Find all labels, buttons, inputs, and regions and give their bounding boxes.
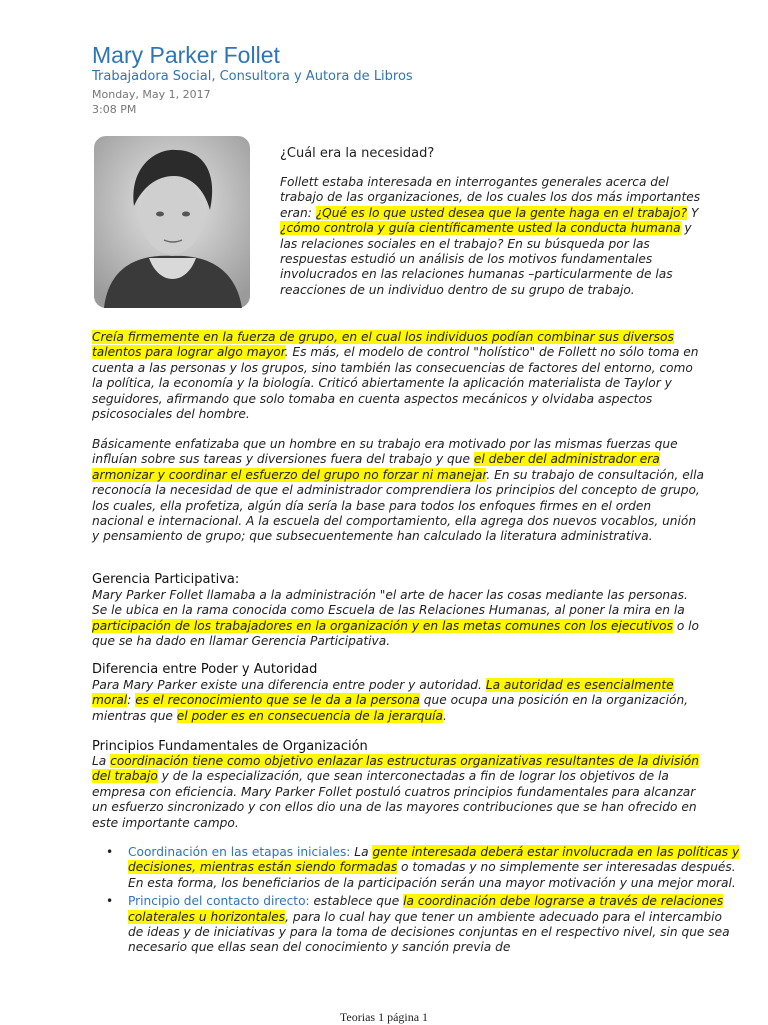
page-title: Mary Parker Follet: [92, 42, 280, 68]
highlight: ¿Qué es lo que usted desea que la gente haga en el trabajo?: [315, 205, 688, 220]
highlight: es el reconocimiento que se le da a la persona: [135, 693, 420, 708]
principles-heading: Principios Fundamentales de Organización: [92, 739, 368, 754]
text-run: Y: [687, 205, 699, 220]
power-authority-heading: Diferencia entre Poder y Autoridad: [92, 662, 318, 677]
text-run: :: [127, 693, 136, 708]
text-run: La: [350, 845, 373, 859]
text-run: o lo que se ha dado en llamar Gerencia Participativa.: [92, 618, 700, 649]
principles-paragraph: [92, 754, 704, 831]
highlight: la coordinación debe lograrse a través de relaciones colaterales u horizontales: [128, 894, 724, 924]
intro-paragraph: [280, 175, 710, 298]
section-question-heading: ¿Cuál era la necesidad?: [280, 146, 435, 161]
highlight: participación de los trabajadores en la organización y en las metas comunes con los ejecutivos: [92, 618, 673, 633]
page-footer: Teorias 1 página 1: [339, 1010, 429, 1024]
text-run: y las relaciones sociales en el trabajo? En su búsqueda por las respuestas estudió un análisis de los motivos fundamentales involucrados en las relaciones humanas –particularmente de las reacciones de un individuo dentro de su grupo de trabajo.: [280, 221, 692, 297]
text-run: Básicamente enfatizaba que un hombre en su trabajo era motivado por las mismas fuerzas que influían sobre sus tareas y diversiones fuera del trabajo y que: [92, 437, 678, 467]
text-run: La: [92, 754, 111, 768]
bullet-icon: •: [106, 894, 114, 909]
page-subtitle: Trabajadora Social, Consultora y Autora de Libros: [92, 69, 413, 84]
highlight: La autoridad es esencialmente moral: [92, 678, 674, 708]
text-run: . En su trabajo de consultación, ella reconocía la necesidad de que el administrador comprendiera los principios del concepto de grupo, los cuales, ella profetiza, algún día sería la base para todos los enfoques firmes en el orden nacional e internacional. A la escuela del comportamiento, ella agrega dos nuevos vocablos, unión y pensamiento de grupo; que subsecuentemente han calculado la literatura administrativa.: [92, 467, 704, 544]
group-strength-paragraph: [92, 330, 704, 422]
text-run: Para Mary Parker existe una diferencia entre poder y autoridad.: [92, 678, 486, 692]
text-run: , para lo cual hay que tener un ambiente adecuado para el intercambio de ideas y de iniciativas y para la toma de decisiones conjuntas en el respectivo nivel, sin que sea necesario que ellas sean del conocimiento y sanción previa de: [128, 909, 730, 955]
principles-list: [92, 845, 740, 959]
text-run: y de la especialización, que sean interconectadas a fin de lograr los objetivos de la empresa con eficiencia. Mary Parker Follet postuló cuatros principios fundamentales para alcanzar un esfuerzo sincronizado y con ellos dio una de las mayores contribuciones que se han ofrecido en este importante campo.: [92, 769, 697, 830]
highlight: Creía firmemente en la fuerza de grupo, en el cual los individuos podían combinar sus diversos talentos para lograr algo mayor: [92, 330, 674, 360]
highlight: el poder es en consecuencia de la jerarquía: [176, 708, 444, 723]
bullet-icon: •: [106, 845, 114, 859]
bullet-heading: Coordinación en las etapas iniciales:: [128, 845, 351, 859]
highlight: el deber del administrador era armonizar y coordinar el esfuerzo del grupo no forzar ni manejar: [92, 452, 660, 482]
text-run: establece que: [309, 894, 404, 909]
participative-management-heading: Gerencia Participativa:: [92, 572, 240, 587]
list-item: [106, 894, 740, 956]
text-run: Follett estaba interesada en interrogantes generales acerca del trabajo de las organizaciones, de los cuales los dos más importantes eran:: [280, 175, 701, 220]
text-run: que ocupa una posición en la organización, mientras que: [92, 693, 689, 723]
highlight: ¿cómo controla y guía científicamente usted la conducta humana: [280, 221, 681, 236]
portrait-photo: [94, 136, 250, 308]
highlight: gente interesada deberá estar involucrada en las políticas y decisiones, mientras están siendo formadas: [128, 845, 740, 875]
highlight: coordinación tiene como objetivo enlazar las estructuras organizativas resultantes de la división del trabajo: [92, 754, 699, 784]
text-run: o tomadas y no simplemente ser interesadas después. En esta forma, los beneficiarios de la participación serán una mayor motivación y una mejor moral.: [128, 860, 736, 890]
text-run: . Es más, el modelo de control "holístico" de Follett no sólo toma en cuenta a las personas y los grupos, sino también las consecuencias de factores del entorno, como la política, la economía y la biología. Criticó abiertamente la aplicación materialista de Taylor y seguidores, afirmando que solo tomaba en cuenta aspectos mecánicos y olvidaba aspectos psicosociales del hombre.: [92, 345, 699, 422]
note-date: Monday, May 1, 2017: [92, 88, 211, 101]
motivation-paragraph: [92, 437, 704, 545]
list-item: [106, 845, 740, 891]
bullet-heading: Principio del contacto directo:: [128, 894, 310, 909]
text-run: .: [443, 708, 447, 723]
text-run: Mary Parker Follet llamaba a la administración "el arte de hacer las cosas mediante las personas. Se le ubica en la rama conocida como Escuela de las Relaciones Humanas, al poner la mira en la: [92, 588, 688, 618]
participative-management-paragraph: [92, 588, 704, 650]
power-authority-paragraph: [92, 678, 704, 724]
note-time: 3:08 PM: [92, 103, 137, 116]
